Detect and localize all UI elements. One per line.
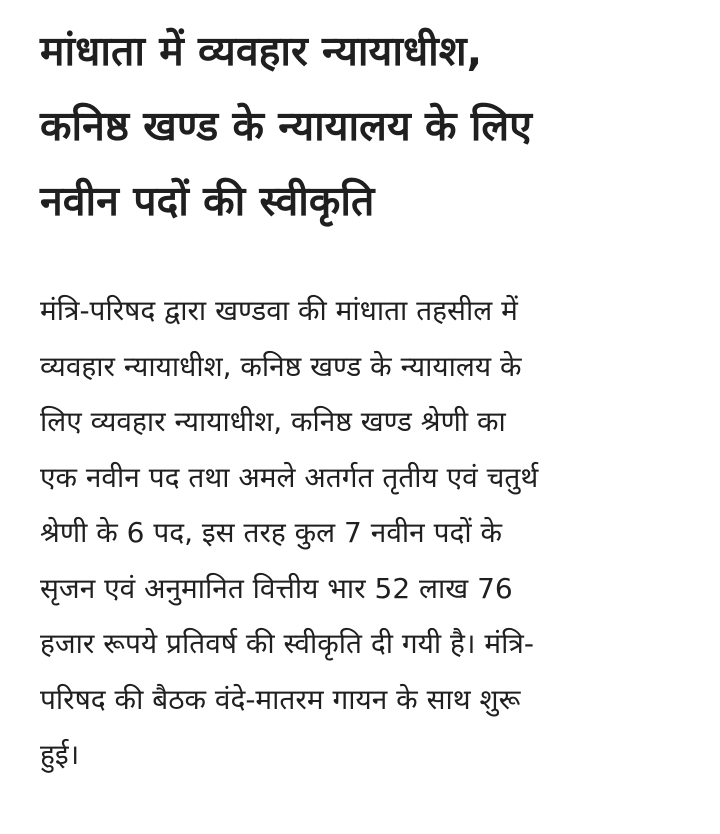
article-headline [40,14,686,239]
headline-line: नवीन पदों की स्वीकृति [40,177,375,225]
body-line: हजार रूपये प्रतिवर्ष की स्वीकृति दी गयी है। मंत्रि- [40,627,534,660]
body-line: लिए व्यवहार न्यायाधीश, कनिष्ठ खण्ड श्रेणी का [40,405,506,438]
body-line: व्यवहार न्यायाधीश, कनिष्ठ खण्ड के न्यायालय के [40,349,522,383]
headline-line: मांधाता में व्यवहार न्यायाधीश, [40,27,483,75]
body-line: श्रेणी के 6 पद, इस तरह कुल 7 नवीन पदों के [40,516,503,549]
body-line: मंत्रि-परिषद द्वारा खण्डवा की मांधाता तहसील में [40,294,518,327]
headline-line: कनिष्ठ खण्ड के न्यायालय के लिए [40,102,532,150]
body-line: एक नवीन पद तथा अमले अतर्गत तृतीय एवं चतुर्थ [40,460,539,494]
article-body [40,283,686,783]
body-line: सृजन एवं अनुमानित वित्तीय भार 52 लाख 76 [40,571,513,605]
body-line: हुई। [40,738,80,771]
body-line: परिषद की बैठक वंदे-मातरम गायन के साथ शुरू [40,682,521,716]
